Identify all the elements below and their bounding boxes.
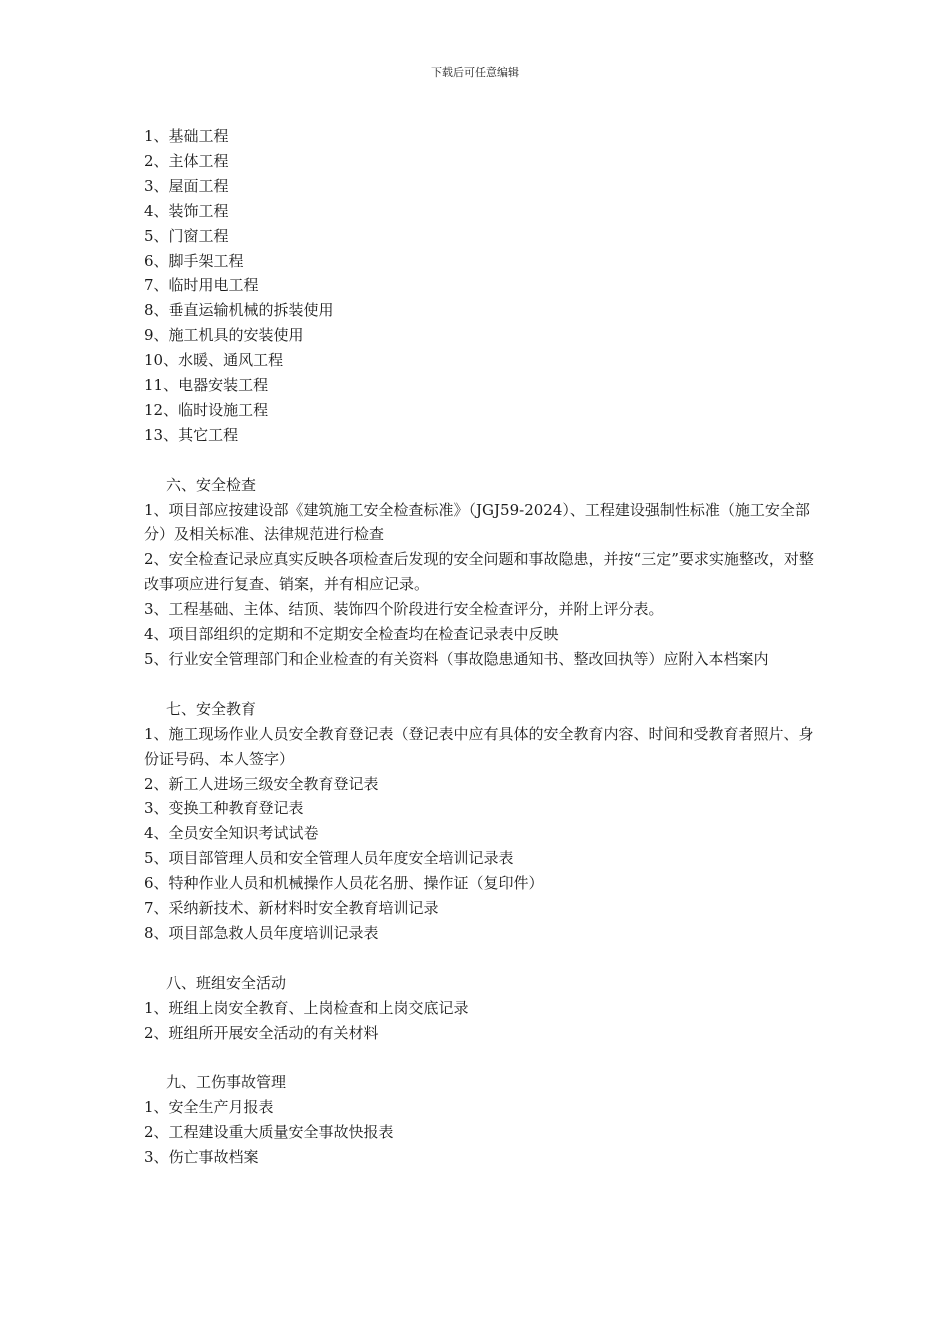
list-item: 2、新工人进场三级安全教育登记表 — [144, 774, 379, 793]
list-item: 2、班组所开展安全活动的有关材料 — [144, 1023, 379, 1042]
list-item: 2、工程建设重大质量安全事故快报表 — [144, 1123, 394, 1142]
list-item: 9、施工机具的安装使用 — [144, 326, 304, 345]
list-item: 6、脚手架工程 — [144, 251, 244, 270]
section-team-safety-activities — [144, 971, 816, 1046]
list-item: 1、班组上岗安全教育、上岗检查和上岗交底记录 — [144, 998, 469, 1017]
list-item: 11、电器安装工程 — [144, 376, 269, 395]
list-item: 3、伤亡事故档案 — [144, 1148, 259, 1167]
list-item: 8、项目部急救人员年度培训记录表 — [144, 923, 379, 942]
document-body — [144, 124, 816, 1170]
spacer — [144, 448, 816, 473]
list-item: 7、临时用电工程 — [144, 276, 259, 295]
spacer — [144, 1045, 816, 1070]
list-item: 2、主体工程 — [144, 151, 229, 170]
list-item: 5、门窗工程 — [144, 226, 229, 245]
list-item: 5、行业安全管理部门和企业检查的有关资料（事故隐患通知书、整改回执等）应附入本档案内 — [144, 650, 769, 669]
list-item: 1、安全生产月报表 — [144, 1098, 274, 1117]
list-item: 4、项目部组织的定期和不定期安全检查均在检查记录表中反映 — [144, 625, 559, 644]
list-item: 4、全员安全知识考试试卷 — [144, 824, 319, 843]
spacer — [144, 672, 816, 697]
list-item: 1、基础工程 — [144, 127, 229, 145]
section-injury-accident-management — [144, 1070, 816, 1170]
list-item: 1、项目部应按建设部《建筑施工安全检查标准》（JGJ59-2024）、工程建设强制性标准（施工安全部分）及相关标准、法律规范进行检查 — [144, 500, 810, 544]
spacer — [144, 946, 816, 971]
page-header: 下载后可任意编辑 — [431, 66, 519, 79]
list-item: 6、特种作业人员和机械操作人员花名册、操作证（复印件） — [144, 874, 544, 893]
list-item: 3、工程基础、主体、结顶、装饰四个阶段进行安全检查评分，并附上评分表。 — [144, 600, 664, 619]
list-item: 10、水暖、通风工程 — [144, 351, 284, 370]
list-item: 4、装饰工程 — [144, 201, 229, 220]
project-list — [144, 124, 816, 448]
list-item: 13、其它工程 — [144, 425, 239, 444]
section-safety-education — [144, 697, 816, 946]
list-item: 3、屋面工程 — [144, 176, 229, 195]
section-safety-inspection — [144, 473, 816, 672]
section-heading: 七、安全教育 — [166, 699, 257, 718]
section-heading: 八、班组安全活动 — [166, 973, 287, 992]
list-item: 3、变换工种教育登记表 — [144, 799, 304, 818]
list-item: 2、安全检查记录应真实反映各项检查后发现的安全问题和事故隐患，并按“三定”要求实施整改，对整改事项应进行复查、销案，并有相应记录。 — [144, 550, 814, 594]
section-heading: 九、工伤事故管理 — [166, 1073, 287, 1092]
list-item: 8、垂直运输机械的拆装使用 — [144, 301, 334, 320]
list-item: 1、施工现场作业人员安全教育登记表（登记表中应有具体的安全教育内容、时间和受教育者照片、身份证号码、本人签字） — [144, 724, 814, 768]
list-item: 12、临时设施工程 — [144, 400, 269, 419]
list-item: 7、采纳新技术、新材料时安全教育培训记录 — [144, 899, 439, 918]
list-item: 5、项目部管理人员和安全管理人员年度安全培训记录表 — [144, 849, 514, 868]
section-heading: 六、安全检查 — [166, 475, 257, 494]
